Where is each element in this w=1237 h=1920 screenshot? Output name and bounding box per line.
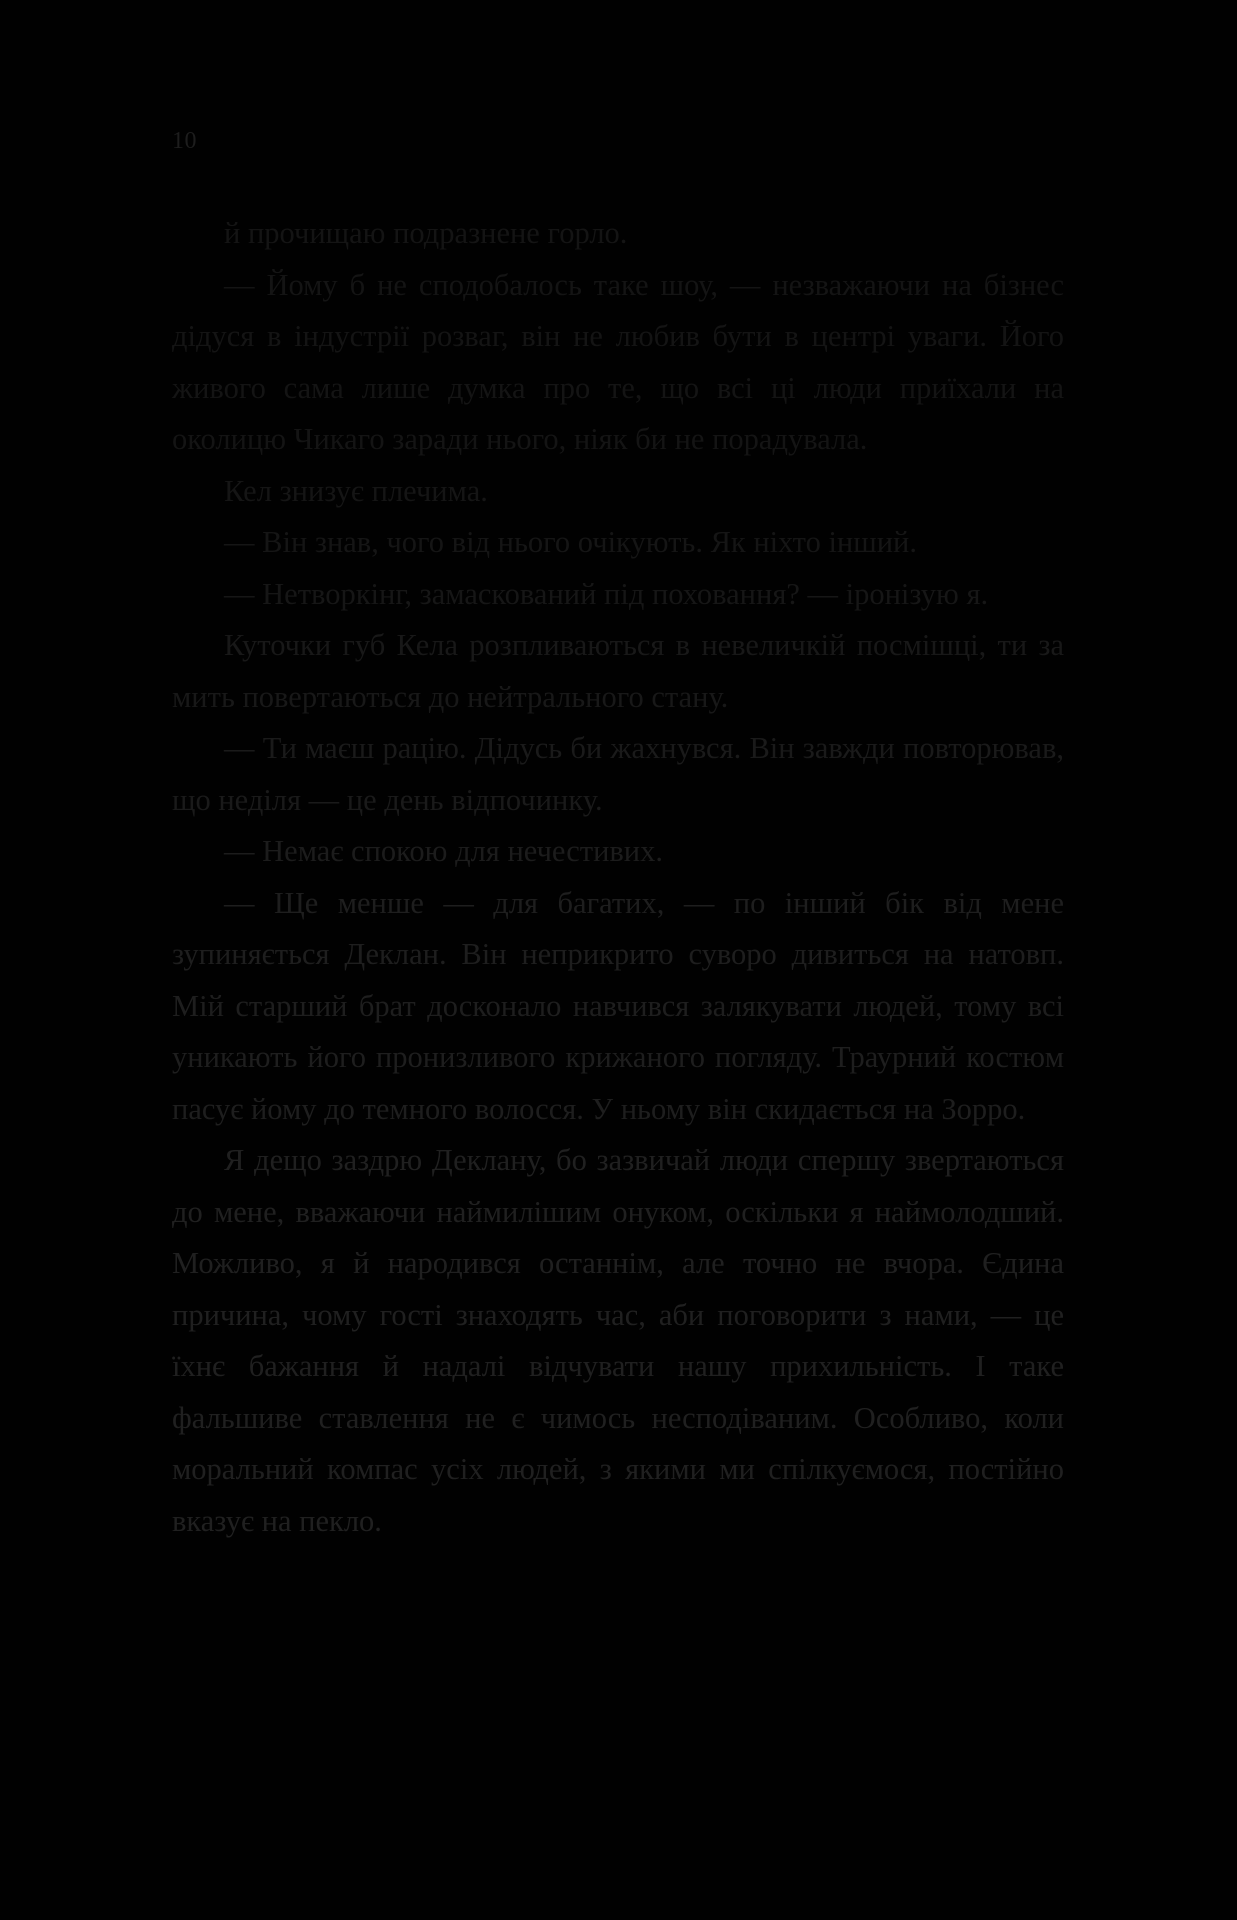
paragraph: Кел знизує плечима. (224, 473, 488, 508)
page-number: 10 (172, 128, 197, 154)
paragraph: — Немає спокою для нечестивих. (224, 834, 663, 868)
paragraph: Куточки губ Кела розпливаються в невеличкій посмішці, ти за мить повертаються до нейтрального стану. (172, 628, 1064, 714)
paragraph: — Йому б не сподобалось таке шоу, — незважаючи на бізнес дідуся в індустрії розваг, він не любив бути в центрі уваги. Його живого сама лише думка про те, що всі ці люди приїхали на околицю Чикаго заради нього, ніяк би не порадувала. (172, 267, 1064, 456)
paragraph: — Ще менше — для багатих, — по інший бік від мене зупиняється Деклан. Він неприкрито суворо дивиться на натовп. Мій старший брат досконало навчився залякувати людей, тому всі уникають його пронизливого крижаного погляду. Траурний костюм пасує йому до темного волосся. У ньому він скидається на Зорро. (172, 885, 1064, 1126)
paragraph: й прочищаю подразнене горло. (224, 216, 628, 250)
paragraph: — Ти маєш рацію. Дідусь би жахнувся. Він завжди повторював, що неділя — це день відпочинку. (172, 731, 1064, 817)
paragraph: — Він знав, чого від нього очікують. Як ніхто інший. (224, 525, 917, 559)
paragraph: Я дещо заздрю Деклану, бо зазвичай люди спершу звертаються до мене, вважаючи наймилішим онуком, оскільки я наймолодший. Можливо, я й народився останнім, але точно не вчора. Єдина причина, чому гості знаходять час, аби поговорити з нами, — це їхнє бажання й надалі відчувати нашу прихильність. І таке фальшиве ставлення не є чимось несподіваним. Особливо, коли моральний компас усіх людей, з якими ми спілкуємося, постійно вказує на пекло. (172, 1143, 1064, 1538)
page-text-body (172, 208, 1064, 1547)
paragraph: — Нетворкінг, замаскований під поховання? — іронізую я. (224, 576, 989, 611)
